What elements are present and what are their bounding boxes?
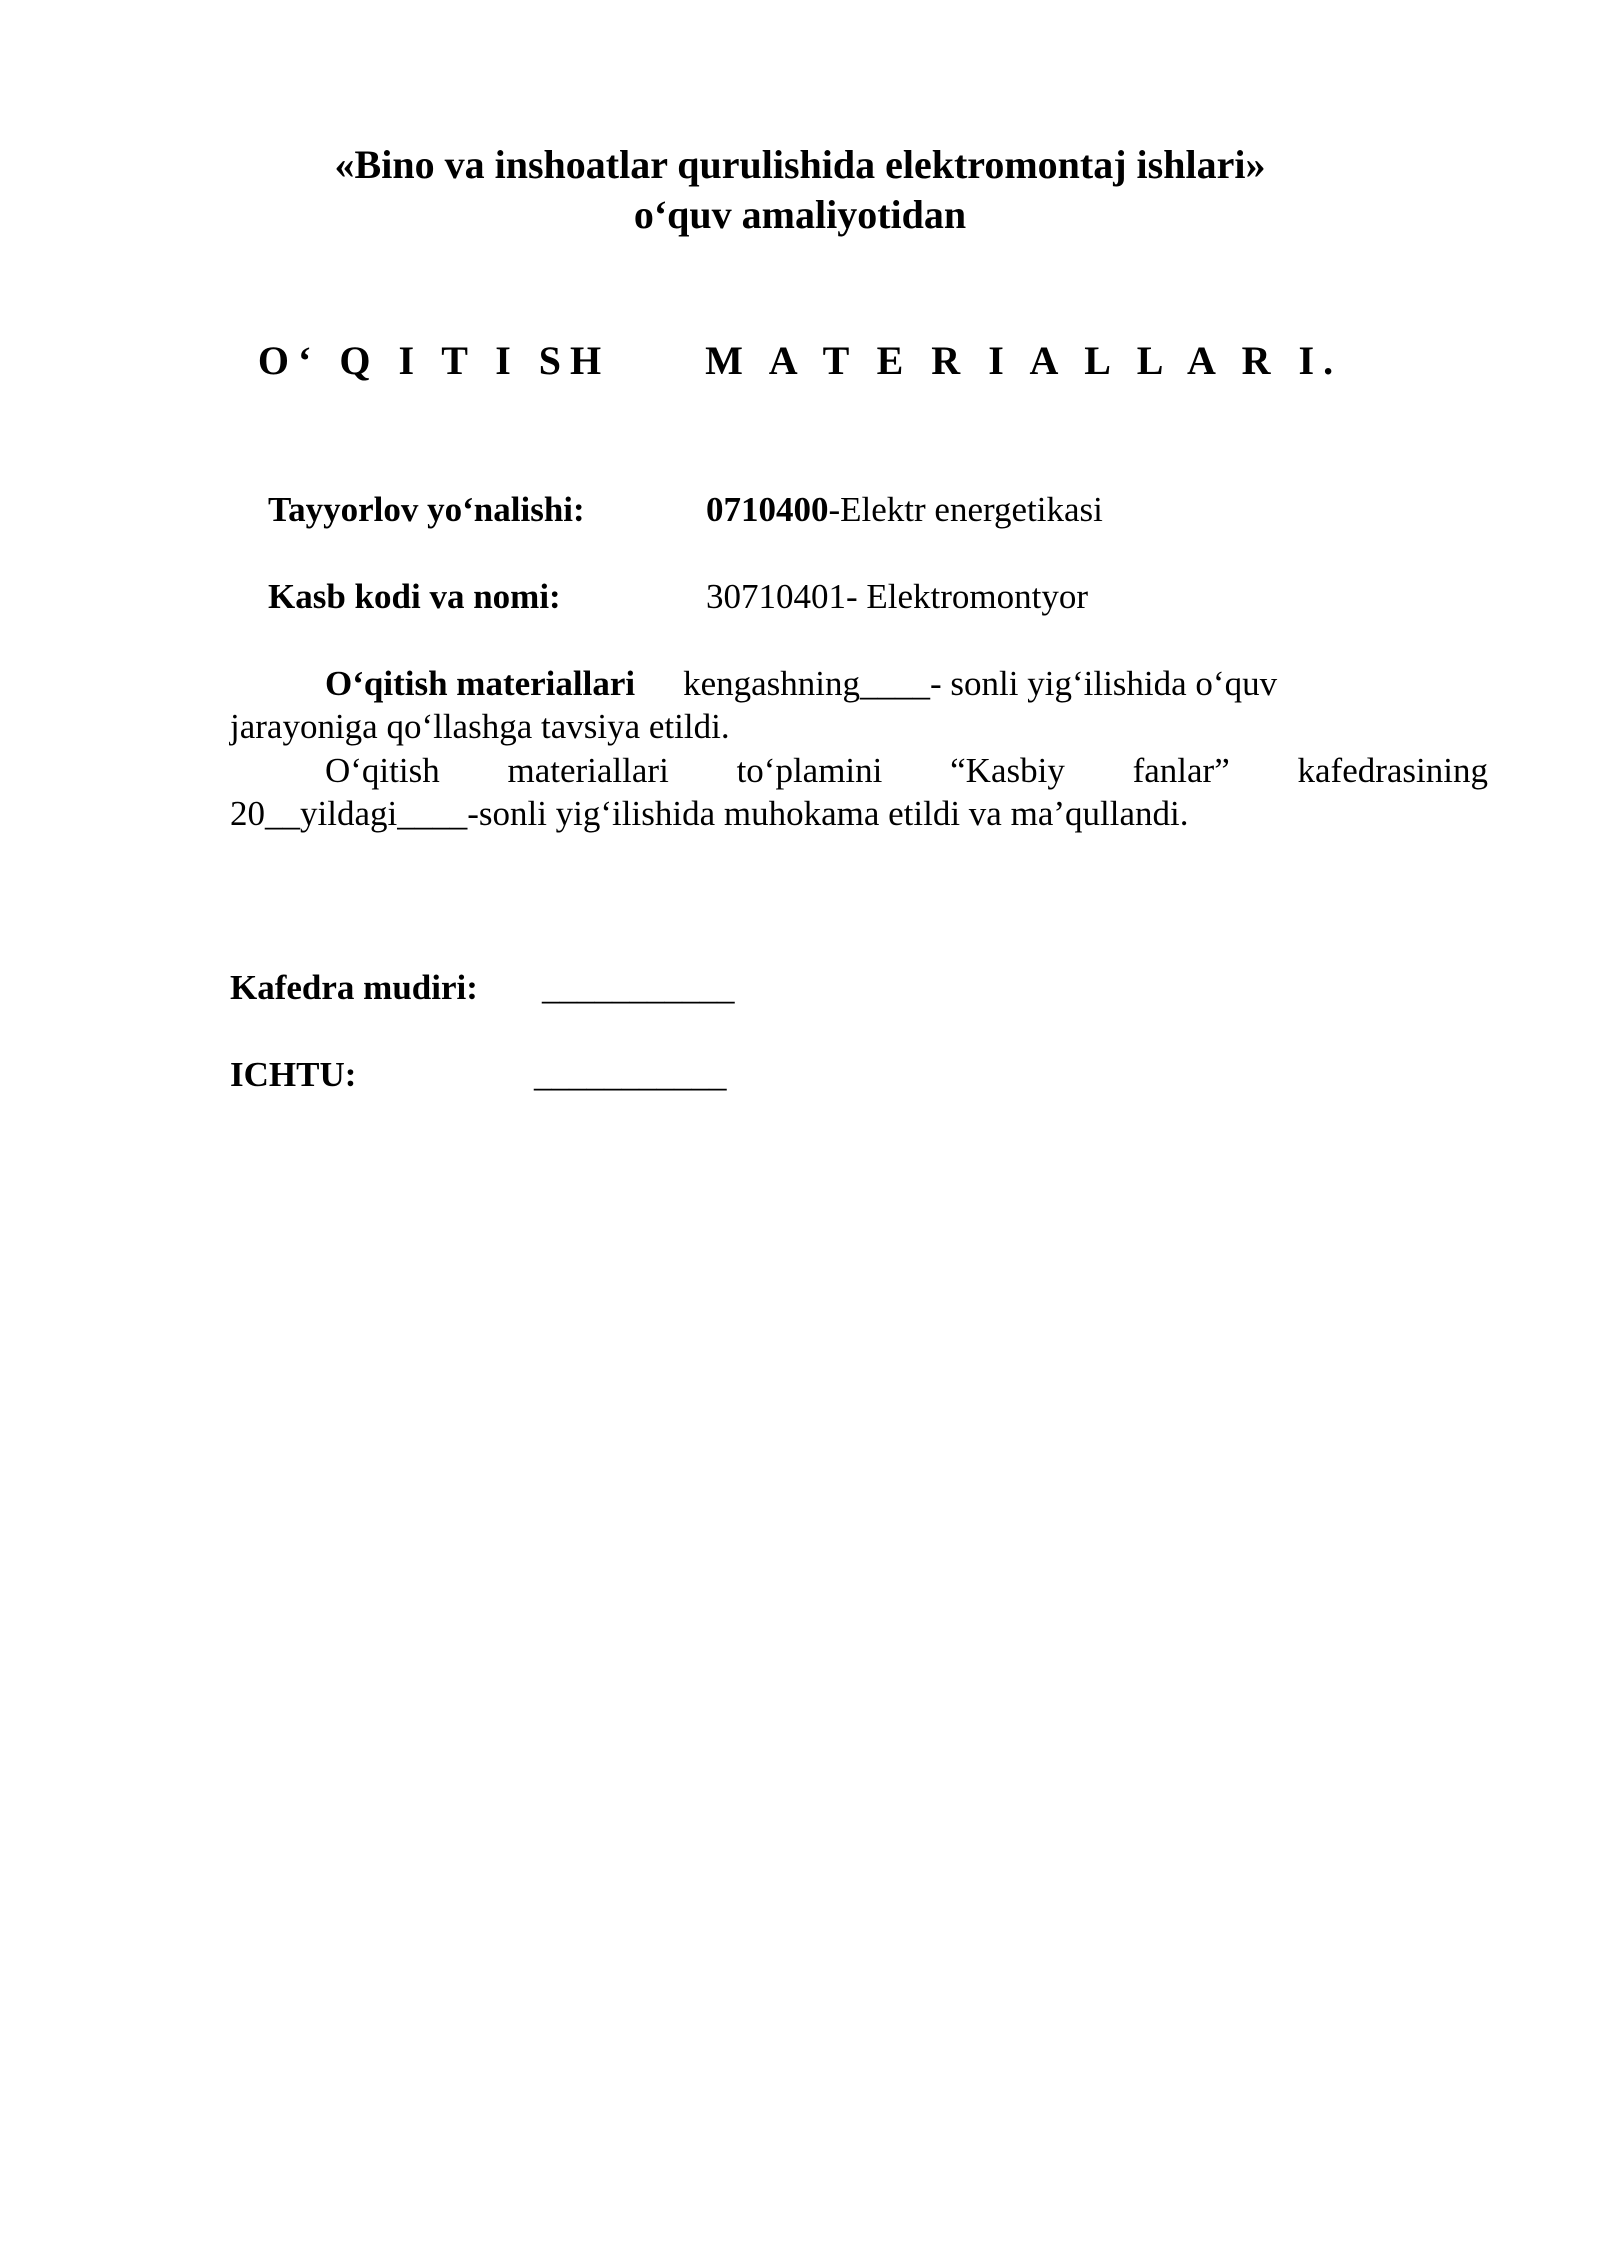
paragraph-2-word: to‘plamini (736, 751, 883, 790)
field-direction-label: Tayyorlov yo‘nalishi: (268, 490, 585, 529)
title-line-2: o‘quv amaliyotidan (633, 192, 967, 237)
paragraph-2-word: “Kasbiy (950, 751, 1065, 790)
field-profession (0, 575, 1600, 619)
signature-head-line: ___________ (542, 968, 735, 1007)
paragraph-2-line-1 (230, 749, 1488, 792)
document-title (0, 140, 1600, 240)
paragraph-2-word: O‘qitish (325, 751, 440, 790)
field-direction-value (706, 488, 1103, 532)
paragraph-1-line-1 (230, 662, 1488, 705)
paragraph-approval (230, 749, 1488, 835)
field-direction (0, 488, 1600, 532)
field-profession-label: Kasb kodi va nomi: (268, 577, 561, 616)
field-direction-code: 0710400 (706, 490, 829, 529)
paragraph-2-word: kafedrasining (1297, 751, 1488, 790)
paragraph-1-rest: kengashning____- sonli yig‘ilishida o‘quv (683, 664, 1278, 703)
signature-head-label: Kafedra mudiri: (230, 968, 478, 1007)
paragraph-1-lead: O‘qitish materiallari (325, 664, 636, 703)
field-profession-value: 30710401- Elektromontyor (706, 577, 1089, 616)
paragraph-1-line-2: jarayoniga qo‘llashga tavsiya etildi. (230, 707, 730, 746)
paragraph-2-word: materiallari (507, 751, 669, 790)
title-line-1: «Bino va inshoatlar qurulishida elektromontaj ishlari» (334, 142, 1266, 187)
section-heading: O‘ Q I T I SH M A T E R I A L L A R I. (257, 338, 1343, 383)
signature-ichtu-line: ___________ (534, 1055, 727, 1094)
paragraph-2-word: fanlar” (1132, 751, 1230, 790)
paragraph-recommendation (230, 662, 1488, 748)
field-direction-text: -Elektr energetikasi (828, 490, 1103, 529)
paragraph-2-line-2: 20__yildagi____-sonli yig‘ilishida muhokama etildi va ma’qullandi. (230, 794, 1189, 833)
signature-ichtu-label: ICHTU: (230, 1055, 357, 1094)
